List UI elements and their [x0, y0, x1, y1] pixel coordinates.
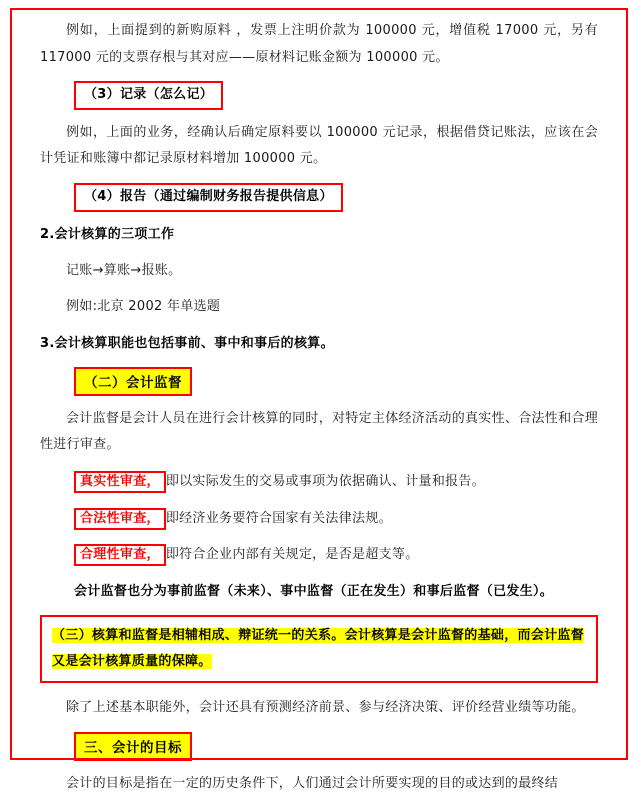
heading-record: （3）记录（怎么记） — [74, 81, 223, 110]
list-item-truth — [74, 469, 598, 496]
heading-relation-text: （三）核算和监督是相辅相成、辩证统一的关系。会计核算是会计监督的基础，而会计监督又是会计核算质量的保障。 — [52, 628, 585, 670]
paragraph-other-functions: 除了上述基本职能外，会计还具有预测经济前景、参与经济决策、评价经营业绩等功能。 — [66, 700, 585, 716]
paragraph-supervision-definition: 会计监督是会计人员在进行会计核算的同时，对特定主体经济活动的真实性、合法性和合理性进行审查。 — [40, 410, 599, 453]
paragraph-example-record: 例如，上面的业务，经确认后确定原料要以 100000 元记录，根据借贷记账法，应该在会计凭证和账簿中都记录原材料增加 100000 元。 — [40, 124, 598, 167]
heading-supervision-row — [74, 367, 598, 396]
paragraph-goal: 会计的目标是指在一定的历史条件下，人们通过会计所要实现的目的或达到的最终结 — [66, 775, 559, 791]
callout-relation — [40, 615, 598, 683]
label-legality-review: 合法性审查， — [74, 508, 166, 530]
heading-supervision: （二）会计监督 — [74, 367, 192, 396]
paragraph-supervision-timing: 会计监督也分为事前监督（未来）、事中监督（正在发生）和事后监督（已发生）。 — [74, 584, 554, 600]
paragraph-example-beijing: 例如:北京 2002 年单选题 — [66, 299, 221, 315]
list-item-legality — [74, 506, 598, 533]
text-legality-review: 即经济业务要符合国家有关法律法规。 — [165, 510, 392, 526]
paragraph-three-jobs: 记账→算账→报账。 — [66, 262, 182, 278]
list-item-rationality — [74, 542, 598, 569]
heading-three-jobs: 2.会计核算的三项工作 — [40, 226, 175, 242]
label-truth-review: 真实性审查， — [74, 471, 166, 493]
text-rationality-review: 即符合企业内部有关规定，是否是超支等。 — [165, 547, 419, 563]
heading-accounting-functions: 3.会计核算职能也包括事前、事中和事后的核算。 — [40, 335, 334, 351]
heading-section-three: 三、会计的目标 — [74, 732, 192, 761]
text-truth-review: 即以实际发生的交易或事项为依据确认、计量和报告。 — [165, 474, 486, 490]
label-rationality-review: 合理性审查， — [74, 544, 166, 566]
heading-record-row — [74, 81, 598, 110]
heading-report-row — [74, 183, 598, 212]
heading-section-three-row — [74, 732, 598, 761]
heading-report: （4）报告（通过编制财务报告提供信息） — [74, 183, 343, 212]
paragraph-example-purchase: 例如，上面提到的新购原料 ，发票上注明价款为 100000 元，增值税 17000 元，另有 117000 元的支票存根与其对应——原材料记账金额为 100000 元。 — [40, 23, 598, 65]
